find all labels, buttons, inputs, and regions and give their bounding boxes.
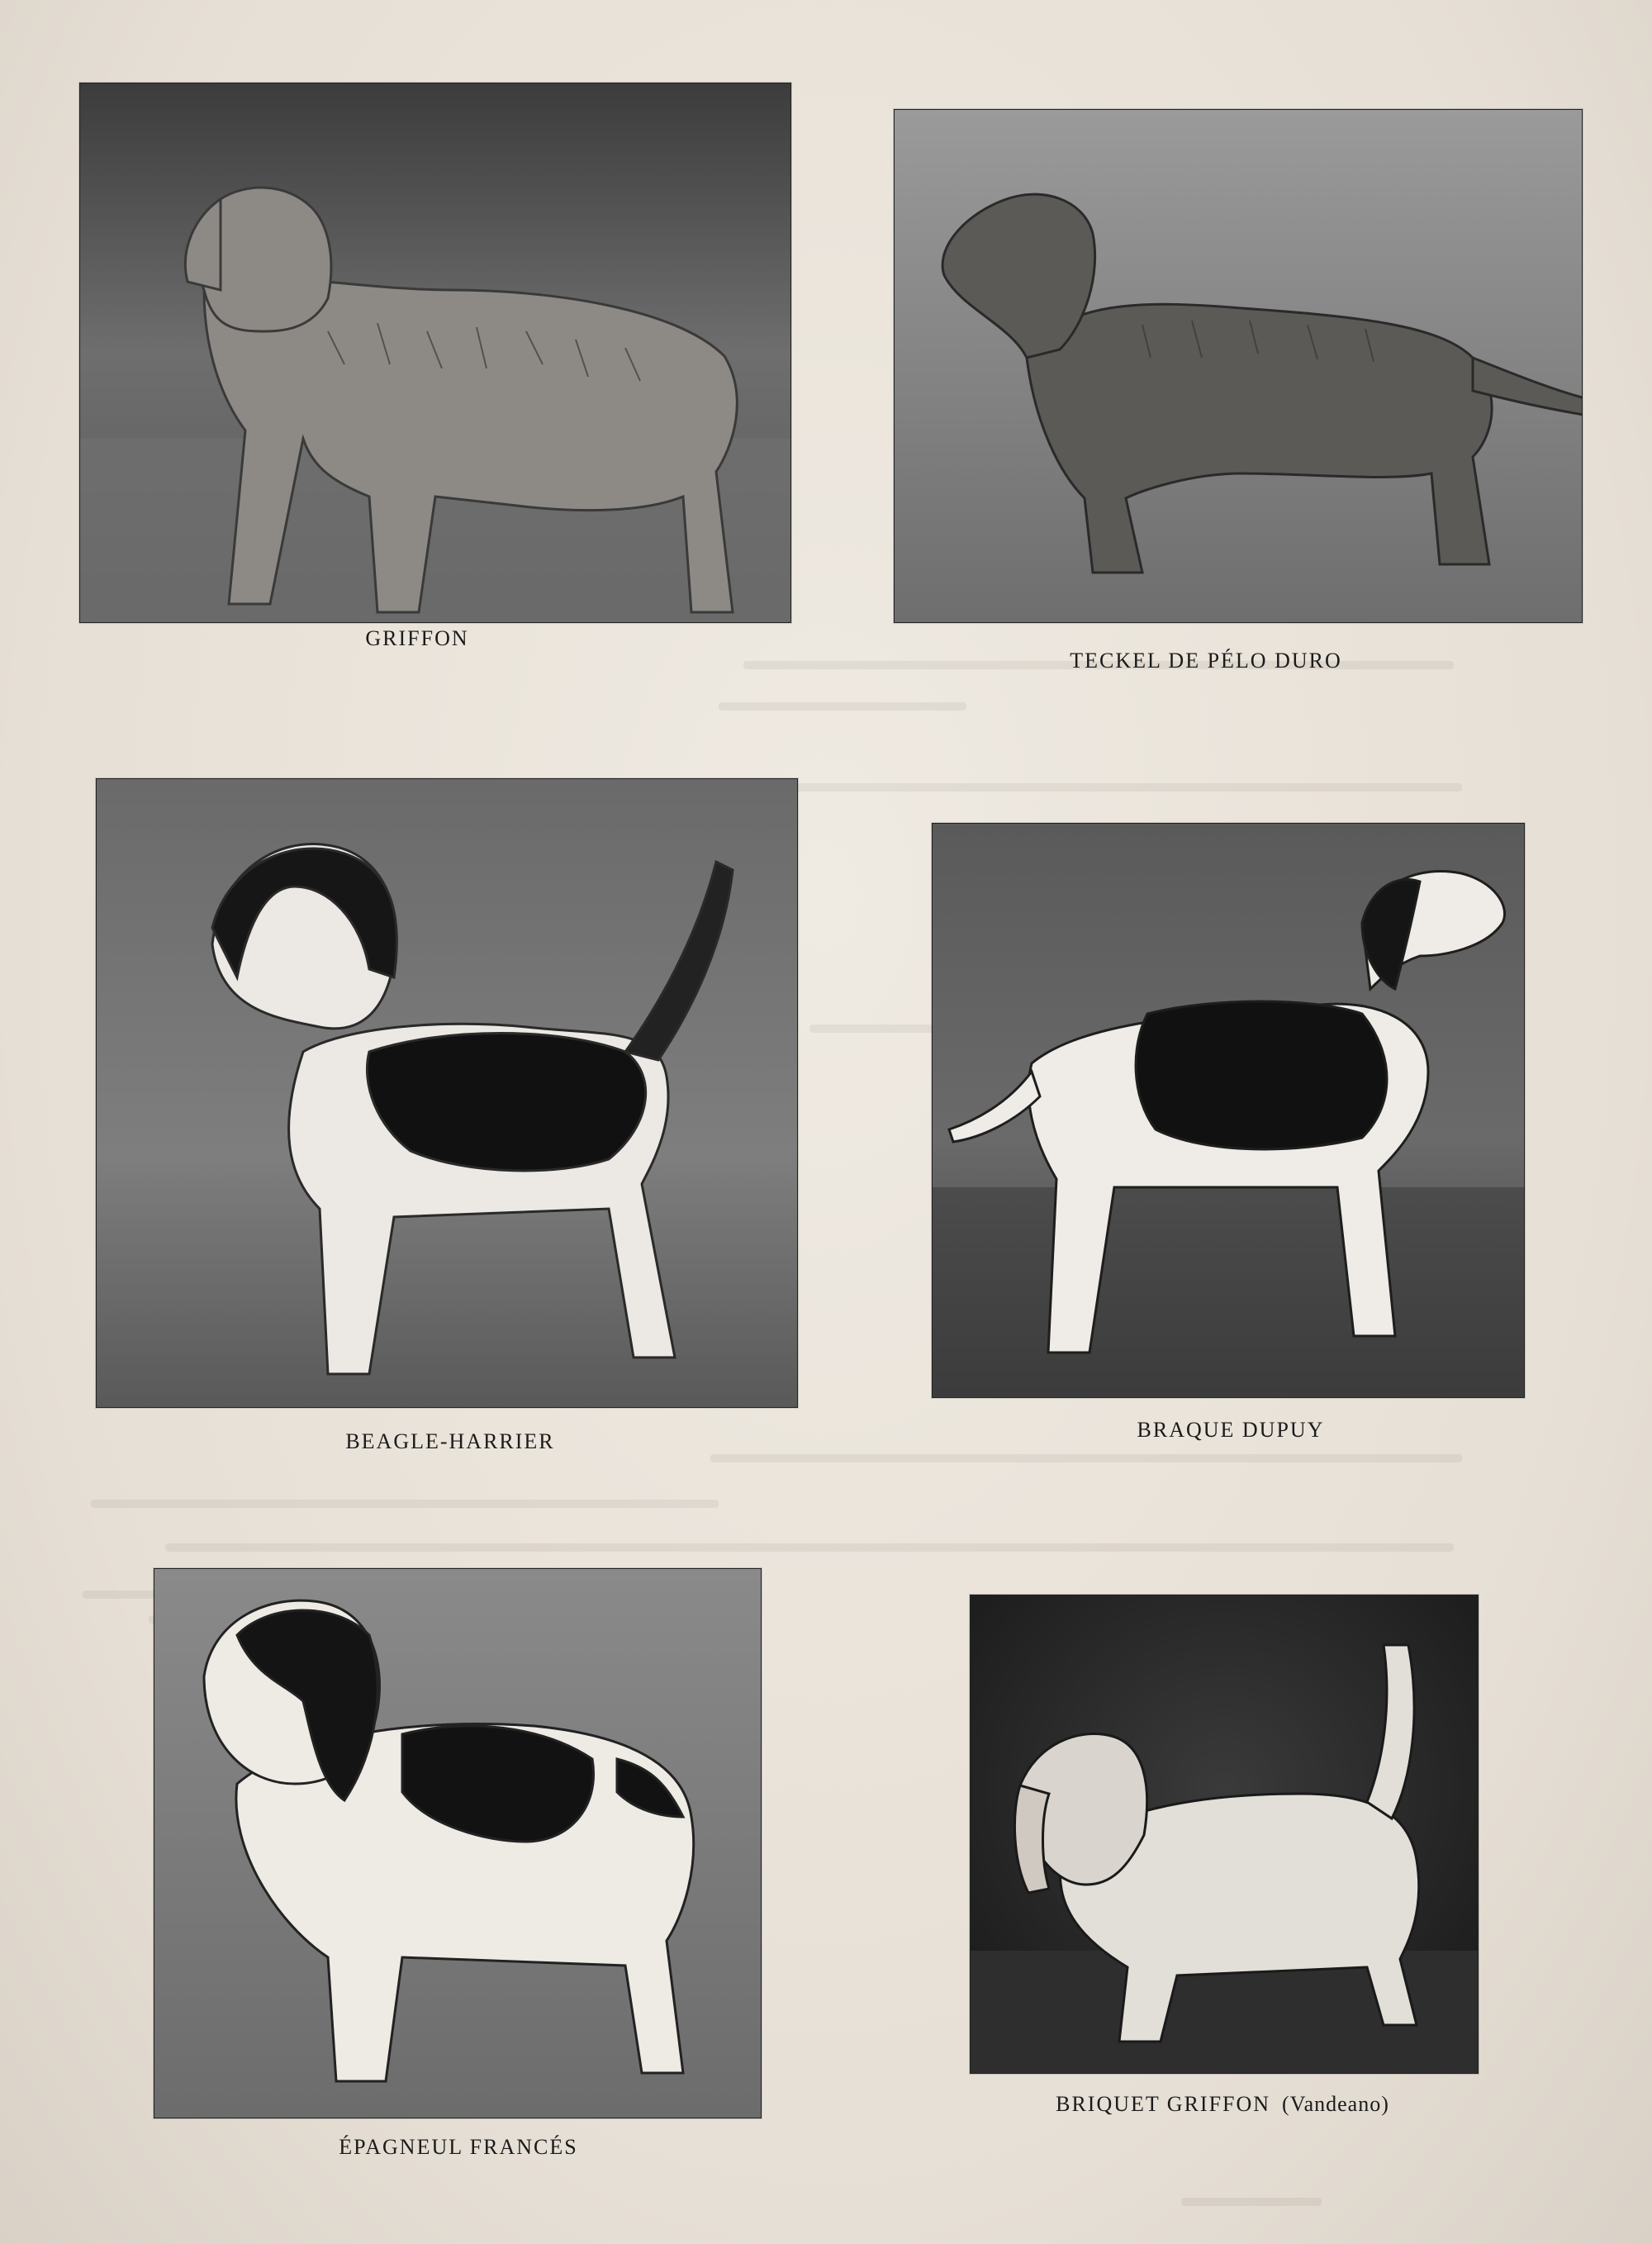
caption-subtitle: (Vandeano): [1282, 2092, 1389, 2116]
caption-text: BRAQUE DUPUY: [1137, 1418, 1325, 1442]
bleed-through-line: [785, 783, 1462, 792]
briquet-griffon-caption: [1016, 2092, 1429, 2117]
caption-text: BEAGLE-HARRIER: [345, 1429, 555, 1453]
braque-dupuy-photo: [932, 823, 1525, 1398]
caption-text: GRIFFON: [365, 626, 469, 650]
caption-text: BRIQUET GRIFFON: [1056, 2092, 1271, 2116]
bleed-through-line: [710, 1454, 1462, 1462]
teckel-photo: [894, 109, 1583, 623]
epagneul-frances-photo: [154, 1568, 762, 2118]
bleed-through-line: [91, 1500, 719, 1508]
caption-text: ÉPAGNEUL FRANCÉS: [339, 2135, 578, 2159]
briquet-griffon-photo: [970, 1595, 1479, 2074]
teckel-caption: [1024, 649, 1388, 673]
epagneul-frances-caption: [318, 2135, 599, 2160]
bleed-through-line: [719, 702, 966, 711]
beagle-harrier-caption: [314, 1429, 586, 1454]
griffon-photo: [79, 83, 791, 623]
braque-dupuy-caption: [1107, 1418, 1355, 1443]
bleed-through-line: [165, 1543, 1454, 1552]
beagle-harrier-photo: [96, 778, 798, 1408]
caption-text: TECKEL DE PÉLO DURO: [1070, 649, 1342, 673]
griffon-caption: [363, 626, 471, 651]
bleed-through-line: [1181, 2198, 1322, 2206]
